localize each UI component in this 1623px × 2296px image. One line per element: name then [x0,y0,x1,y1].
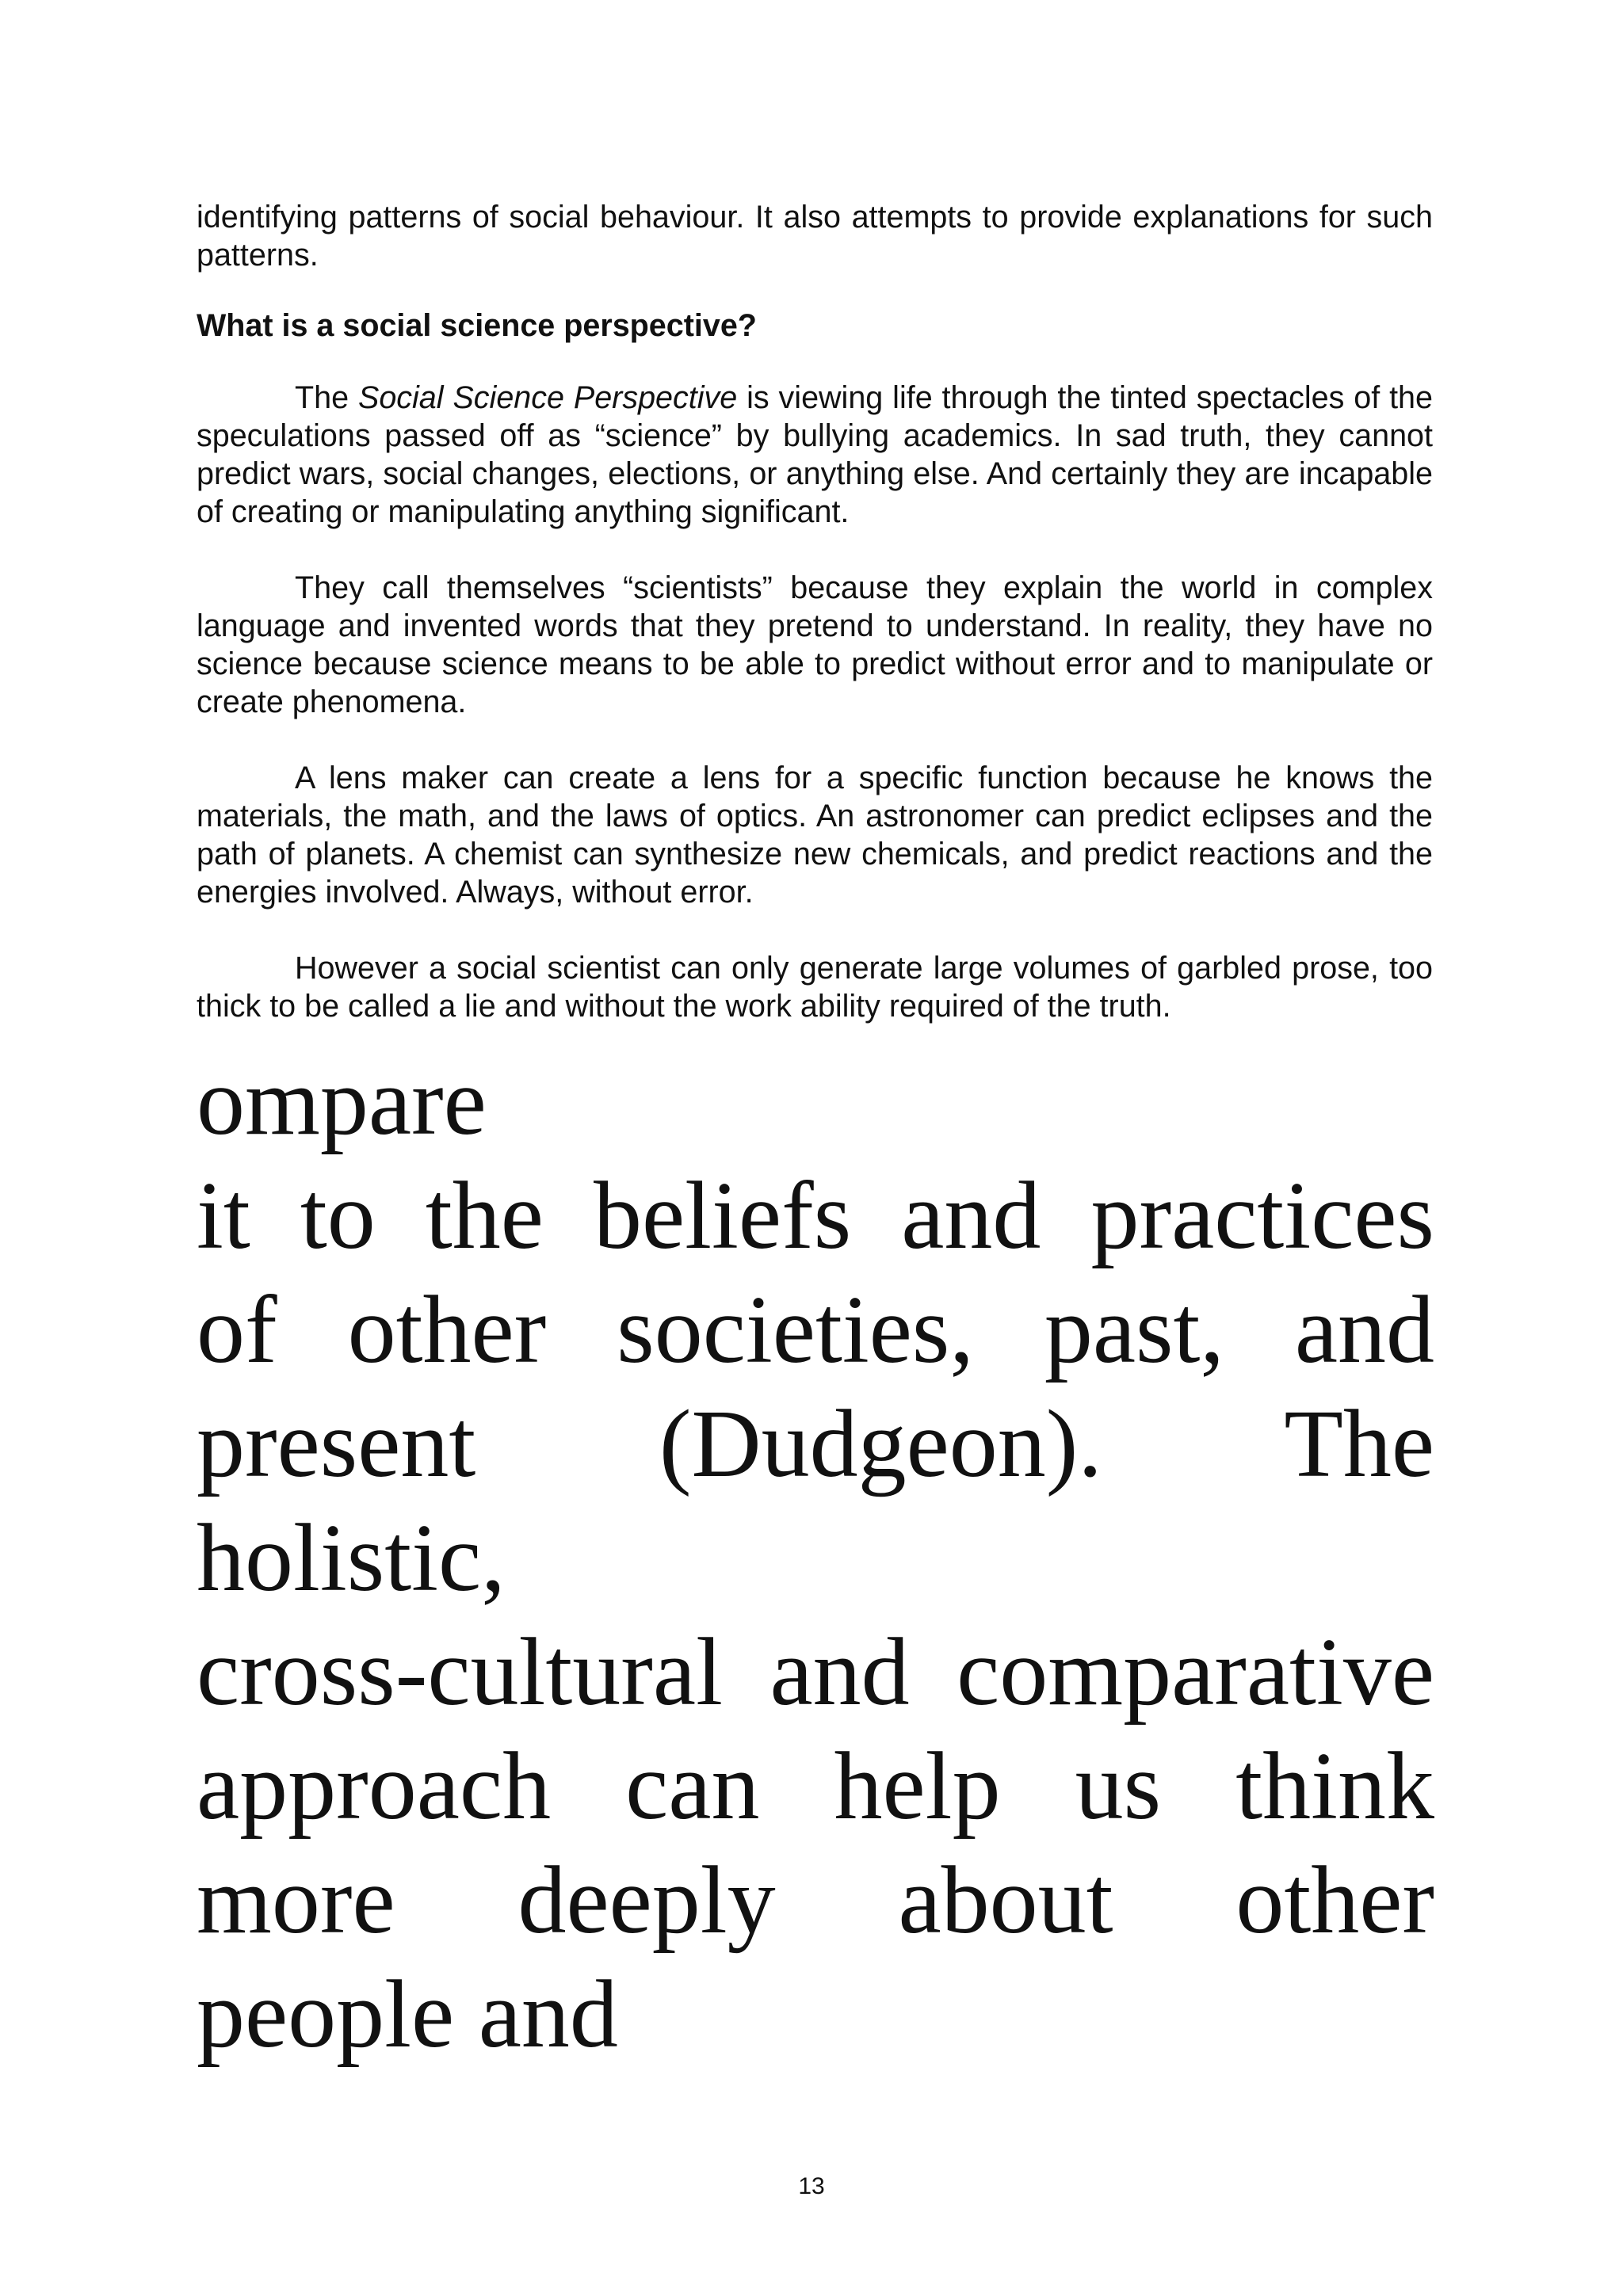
paragraph-intro: identifying patterns of social behaviour. It also attempts to provide explanations for such patterns. [197,200,1433,273]
large-text-line-5: holistic, [197,1505,506,1611]
large-text-line-6: cross-cultural and comparative [197,1619,1434,1726]
large-text-line-2: it to the beliefs and practices [197,1162,1434,1269]
large-text-line-9: people and [197,1961,618,2068]
page-number: 13 [798,2173,825,2199]
section-heading: What is a social science perspective? [197,308,757,343]
paragraph-perspective [197,379,1433,531]
paragraph-scientists: They call themselves “scientists” because they explain the world in complex language and invented words that they pretend to understand. In reality, they have no science because science means to be able to predict without error and to manipulate or create phenomena. [197,570,1433,719]
large-text-line-7: approach can help us think [197,1733,1434,1840]
paragraph-perspective-emphasis: Social Science Perspective [357,380,738,415]
paragraph-lens-maker: A lens maker can create a lens for a specific function because he knows the materials, the math, and the laws of optics. An astronomer can predict eclipses and the path of planets. A chemist can synthesize new chemicals, and predict reactions and the energies involved. Always, without error. [197,761,1433,910]
large-text-line-4: present (Dudgeon). The [197,1390,1434,1497]
paragraph-perspective-rest: is viewing life through the tinted spectacles of the speculations passed off as “science” by bullying academics. In sad truth, they cannot predict wars, social changes, elections, or anything else. And certainly they are incapable of creating or manipulating anything significant. [197,380,1433,529]
large-text-line-3: of other societies, past, and [197,1276,1434,1383]
large-text-line-8: more deeply about other [197,1847,1434,1954]
large-text-line-1: ompare [197,1048,487,1155]
paragraph-perspective-lead: The [295,380,358,415]
paragraph-social-scientist: However a social scientist can only generate large volumes of garbled prose, too thick to be called a lie and without the work ability required of the truth. [197,951,1433,1024]
